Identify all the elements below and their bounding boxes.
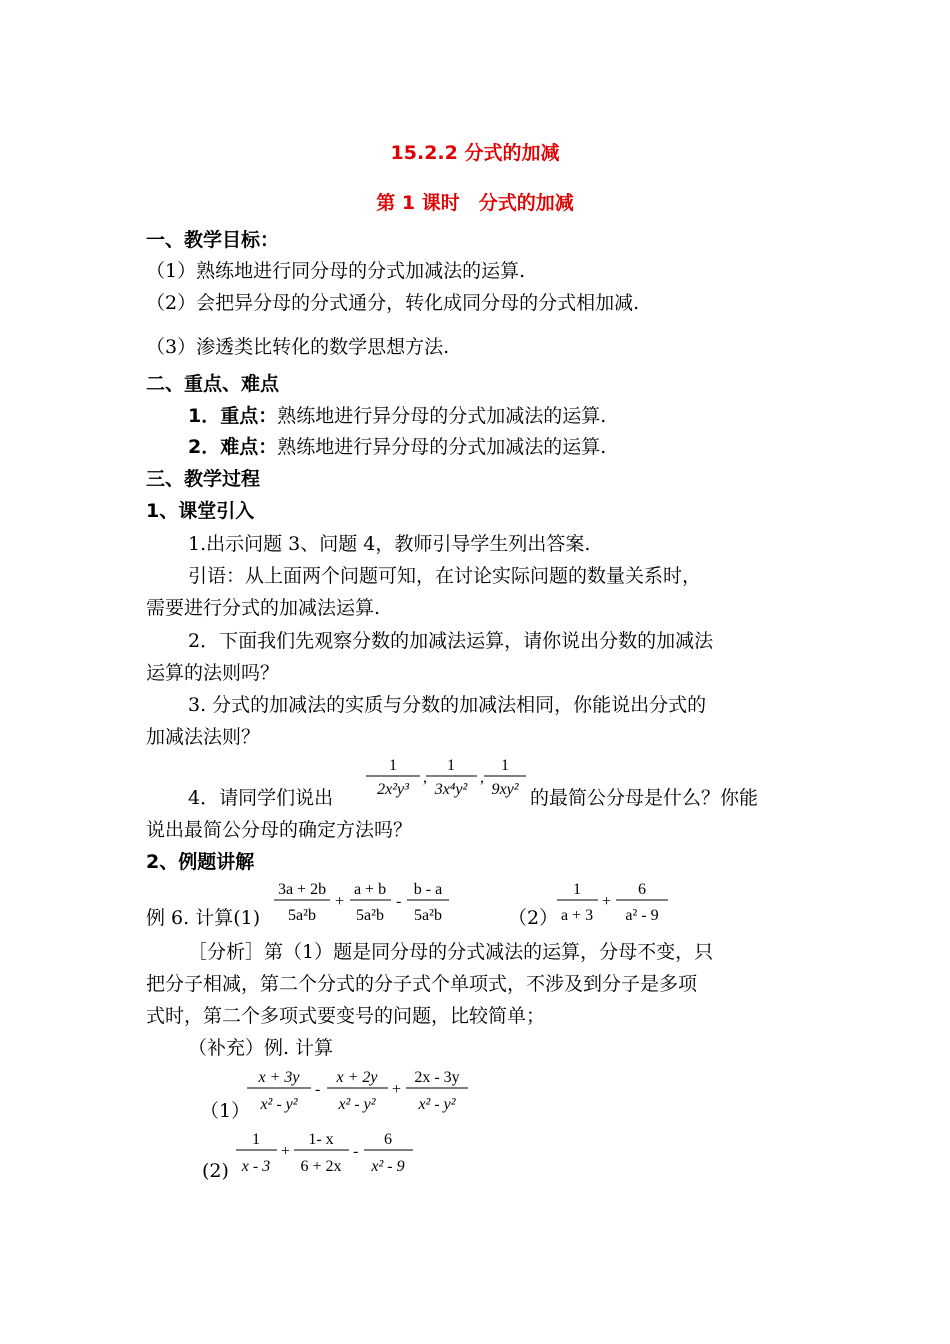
s2-frac3-num: 6 [384,1131,392,1148]
supplement-1-expression [243,1064,473,1120]
key-point [188,404,606,428]
supplement-2-label: (2) [202,1160,229,1182]
section-3-heading: 三、教学过程 [146,468,261,490]
s2-frac2-num: 1- x [308,1131,334,1148]
frac-2-num: 1 [447,757,455,774]
s2-frac2-den: 6 + 2x [300,1158,342,1175]
supplement-2-expression [233,1126,423,1182]
key-point-text: 熟练地进行异分母的分式加减法的运算. [277,405,607,427]
s1-minus: - [315,1081,321,1098]
frac-2-den: 3x⁴y² [434,781,468,798]
ex6b-frac2-den: a² - 9 [625,907,659,924]
difficult-point [188,435,606,459]
lesson-subtitle: 第 1 课时 分式的加减 [376,192,574,214]
example-6-part-2-label: （2） [508,907,559,929]
s1-frac3-den: x² - y² [418,1096,456,1113]
difficult-point-label: 2．难点： [188,436,278,458]
s2-frac3-den: x² - 9 [371,1158,405,1175]
ex6-minus: - [396,893,402,910]
example-6-part-2-expression [555,876,675,930]
ex6b-frac2-num: 6 [638,881,646,898]
intro-paragraph-4a: 3. 分式的加减法的实质与分数的加减法相同，你能说出分式的 [188,694,707,716]
ex6-frac2-num: a + b [353,881,387,898]
intro-paragraph-5a-pre: 4．请同学们说出 [188,787,334,809]
analysis-line-3: 式时，第二个多项式要变号的问题，比较简单； [146,1005,546,1027]
comma-1: , [423,769,427,786]
intro-paragraph-1: 1.出示问题 3、问题 4，教师引导学生列出答案. [188,533,591,555]
frac-3-num: 1 [501,757,509,774]
ex6-frac3-num: b - a [413,881,443,898]
ex6-frac1-num: 3a + 2b [277,881,327,898]
example-6-label: 例 6. 计算(1) [146,907,261,929]
comma-2: , [480,769,484,786]
supplement-1-label: （1） [200,1100,251,1122]
ex6-frac3-den: 5a²b [414,907,442,924]
ex6b-frac1-den: a + 3 [560,907,594,924]
intro-paragraph-3b: 运算的法则吗？ [146,662,280,684]
section-2-heading: 二、重点、难点 [146,373,280,395]
frac-1-den: 2x²y³ [377,781,409,798]
analysis-line-2: 把分子相减，第二个分式的分子式个单项式，不涉及到分子是多项 [146,973,698,995]
s1-frac3-num: 2x - 3y [414,1069,460,1086]
intro-paragraph-3a: 2．下面我们先观察分数的加减法运算，请你说出分数的加减法 [188,630,714,652]
ex6b-frac1-num: 1 [573,881,581,898]
subsection-intro: 1、课堂引入 [146,500,255,522]
lesson-title: 15.2.2 分式的加减 [390,142,560,164]
frac-1-num: 1 [389,757,397,774]
supplement-heading: （补充）例. 计算 [188,1037,334,1059]
ex6b-plus: + [602,893,612,910]
denominators-expression [360,752,530,802]
intro-paragraph-2a: 引语：从上面两个问题可知，在讨论实际问题的数量关系时， [188,565,702,587]
objective-3: （3）渗透类比转化的数学思想方法. [146,336,450,358]
s2-frac1-den: x - 3 [241,1158,271,1175]
ex6-plus: + [335,893,345,910]
intro-paragraph-5a-post: 的最简公分母是什么？你能 [530,787,759,809]
s1-frac2-den: x² - y² [338,1096,376,1113]
example-6-part-1-expression [270,876,455,930]
objective-2: （2）会把异分母的分式通分，转化成同分母的分式相加减. [146,292,640,314]
frac-3-den: 9xy² [491,781,519,798]
key-point-label: 1．重点： [188,405,278,427]
section-1-heading: 一、教学目标： [146,229,280,251]
intro-paragraph-5b: 说出最简公分母的确定方法吗？ [146,819,413,841]
s1-plus: + [392,1081,402,1098]
difficult-point-text: 熟练地进行异分母的分式加减法的运算. [277,436,607,458]
s1-frac1-den: x² - y² [260,1096,298,1113]
intro-paragraph-2b: 需要进行分式的加减法运算. [146,597,381,619]
ex6-frac1-den: 5a²b [288,907,316,924]
analysis-line-1: ［分析］第（1）题是同分母的分式减法的运算，分母不变，只 [188,941,714,963]
s2-frac1-num: 1 [252,1131,260,1148]
s2-plus: + [281,1143,291,1160]
subsection-examples: 2、例题讲解 [146,851,255,873]
intro-paragraph-4b: 加减法法则？ [146,726,261,748]
objective-1: （1）熟练地进行同分母的分式加减法的运算. [146,260,526,282]
s1-frac2-num: x + 2y [336,1069,378,1086]
s2-minus: - [353,1143,359,1160]
s1-frac1-num: x + 3y [258,1069,300,1086]
ex6-frac2-den: 5a²b [356,907,384,924]
